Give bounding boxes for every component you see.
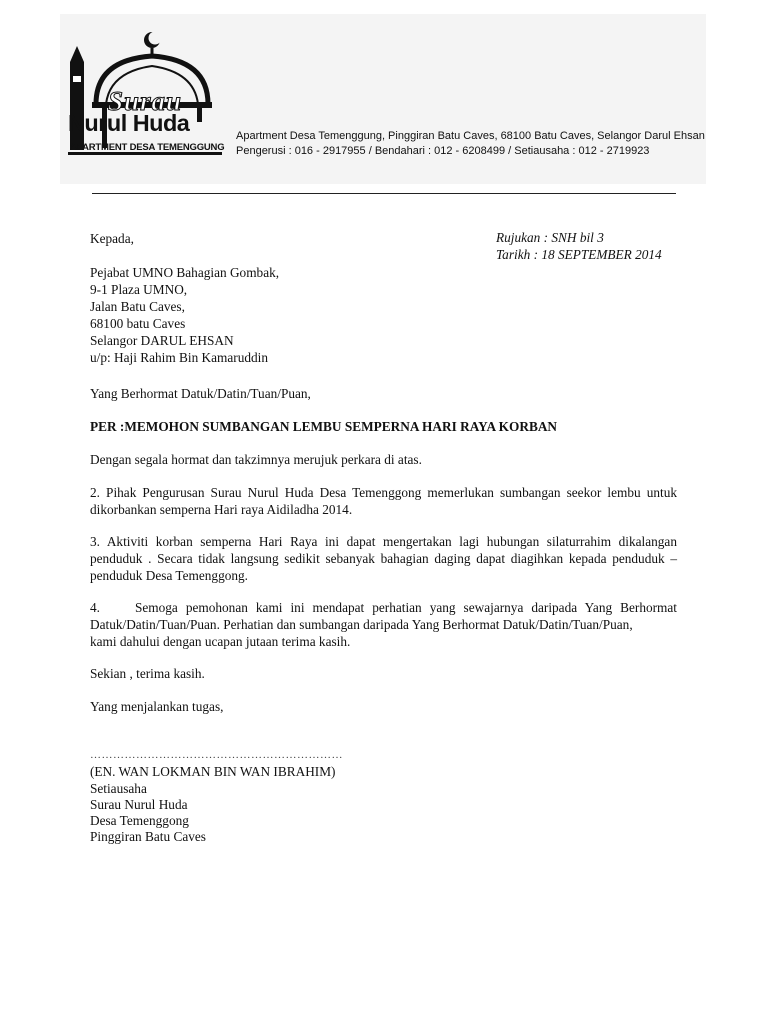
- closing-line: Sekian , terima kasih.: [90, 666, 205, 681]
- signature-line: …………………………………………………………: [90, 749, 343, 761]
- recipient-line: Pejabat UMNO Bahagian Gombak,: [90, 265, 280, 280]
- signatory-location: Desa Temenggong: [90, 813, 189, 828]
- letter-greeting: Yang Berhormat Datuk/Datin/Tuan/Puan,: [90, 386, 311, 401]
- header-divider: [92, 193, 676, 194]
- recipient-to: Kepada,: [90, 231, 134, 246]
- letter-subject: PER :MEMOHON SUMBANGAN LEMBU SEMPERNA HARI RAYA KORBAN: [90, 419, 558, 434]
- recipient-line: Jalan Batu Caves,: [90, 299, 185, 314]
- paragraph-2: 2. Pihak Pengurusan Surau Nurul Huda Desa Temenggong memerlukan sumbangan seekor lembu untuk dikorbankan semperna Hari raya Aidiladha 2014.: [90, 485, 677, 517]
- signatory-title: Setiausaha: [90, 781, 147, 796]
- paragraph-4-line: kami dahului dengan ucapan jutaan terima kasih.: [90, 634, 351, 649]
- paragraph-4-number: 4.: [90, 600, 100, 615]
- letterhead-contact-block: [236, 129, 705, 159]
- signatory-area: Pinggiran Batu Caves: [90, 829, 206, 844]
- recipient-line: 9-1 Plaza UMNO,: [90, 282, 188, 297]
- signatory-organization: Surau Nurul Huda: [90, 797, 188, 812]
- paragraph-4-line: Semoga pemohonan kami ini mendapat perhatian yang sewajarnya daripada Yang Berhormat: [135, 600, 677, 615]
- opening-paragraph: Dengan segala hormat dan takzimnya merujuk perkara di atas.: [90, 452, 422, 467]
- reference-number: Rujukan : SNH bil 3: [496, 230, 604, 245]
- recipient-attention: u/p: Haji Rahim Bin Kamaruddin: [90, 350, 269, 365]
- duty-line: Yang menjalankan tugas,: [90, 699, 224, 714]
- logo-subtitle-text: APARTMENT DESA TEMENGGUNG: [70, 142, 225, 153]
- logo-name-text: Nurul Huda: [68, 110, 190, 136]
- recipient-line: Selangor DARUL EHSAN: [90, 333, 234, 348]
- letterhead-address: Apartment Desa Temenggung, Pinggiran Batu Caves, 68100 Batu Caves, Selangor Darul Ehsan: [236, 130, 705, 142]
- paragraph-4-line: Datuk/Datin/Tuan/Puan. Perhatian dan sumbangan daripada Yang Berhormat Datuk/Datin/Tuan/Puan,: [90, 617, 633, 632]
- logo-script-text: Surau: [108, 86, 183, 116]
- letterhead-contacts: Pengerusi : 016 - 2917955 / Bendahari : 012 - 6208499 / Setiausaha : 012 - 2719923: [236, 145, 650, 157]
- signatory-name: (EN. WAN LOKMAN BIN WAN IBRAHIM): [90, 764, 336, 779]
- letter-date: Tarikh : 18 SEPTEMBER 2014: [496, 247, 662, 262]
- recipient-line: 68100 batu Caves: [90, 316, 186, 331]
- paragraph-3: 3. Aktiviti korban semperna Hari Raya ini dapat mengertakan lagi hubungan silaturrahim dikalangan penduduk . Secara tidak langsung sedikit sebanyak bahagian daging dapat diagihkan kepada penduduk – penduduk Desa Temenggong.: [90, 534, 677, 583]
